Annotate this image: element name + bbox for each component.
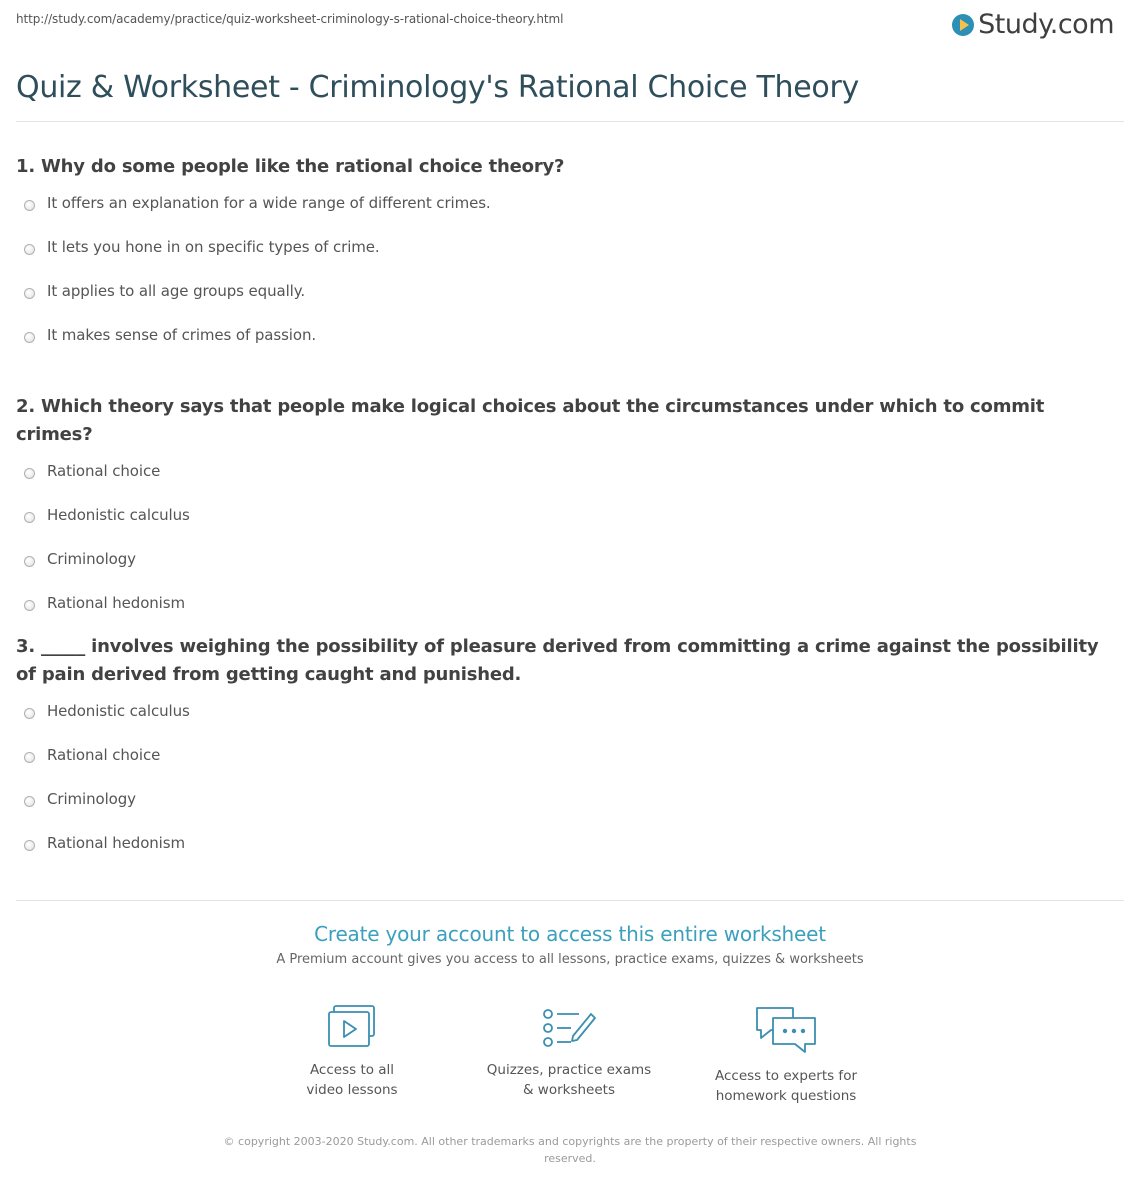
answer-option[interactable]: [16, 277, 1116, 321]
radio-button[interactable]: [24, 840, 35, 851]
feature-label: [252, 1060, 452, 1100]
question-1: [16, 153, 1116, 365]
copyright-line: © copyright 2003-2020 Study.com. All other trademarks and copyrights are the property of their respective owners. All rights: [223, 1135, 917, 1148]
radio-button[interactable]: [24, 752, 35, 763]
radio-button[interactable]: [24, 556, 35, 567]
radio-button[interactable]: [24, 512, 35, 523]
feature-label: [469, 1060, 669, 1100]
feature-quizzes: [469, 1004, 669, 1100]
copyright-notice: [210, 1133, 930, 1167]
video-lessons-icon: [326, 1004, 378, 1050]
answer-option[interactable]: [16, 189, 1116, 233]
question-text: 1. Why do some people like the rational choice theory?: [16, 156, 565, 177]
radio-button[interactable]: [24, 288, 35, 299]
radio-button[interactable]: [24, 796, 35, 807]
answer-label: Rational hedonism: [47, 594, 185, 612]
answer-options: [16, 189, 1116, 365]
answer-label: It offers an explanation for a wide range of different crimes.: [47, 194, 491, 212]
answer-option[interactable]: [16, 321, 1116, 365]
question-text: 2. Which theory says that people make logical choices about the circumstances under which to commit crimes?: [16, 396, 1045, 445]
answer-label: Hedonistic calculus: [47, 506, 190, 524]
page-url: http://study.com/academy/practice/quiz-worksheet-criminology-s-rational-choice-theory.html: [16, 12, 564, 26]
feature-video-lessons: [252, 1004, 452, 1100]
answer-option[interactable]: [16, 785, 1116, 829]
answer-label: It lets you hone in on specific types of crime.: [47, 238, 380, 256]
study-logo[interactable]: [952, 7, 1114, 41]
answer-option[interactable]: [16, 589, 1116, 633]
quiz-checklist-icon: [539, 1004, 599, 1050]
answer-option[interactable]: [16, 829, 1116, 873]
radio-button[interactable]: [24, 200, 35, 211]
title-divider: [16, 121, 1124, 122]
chat-bubbles-icon: [753, 1004, 819, 1056]
feature-label-line: Access to experts for: [714, 1068, 857, 1084]
feature-experts: [686, 1004, 886, 1106]
answer-label: It makes sense of crimes of passion.: [47, 326, 317, 344]
signup-cta: [0, 922, 1140, 967]
feature-label-line: Access to all: [309, 1062, 395, 1078]
question-text: 3. _____ involves weighing the possibility of pleasure derived from committing a crime against the possibility of pain derived from getting caught and punished.: [16, 636, 1099, 685]
radio-button[interactable]: [24, 468, 35, 479]
radio-button[interactable]: [24, 708, 35, 719]
answer-label: Rational choice: [47, 462, 161, 480]
radio-button[interactable]: [24, 332, 35, 343]
answer-option[interactable]: [16, 501, 1116, 545]
answer-option[interactable]: [16, 545, 1116, 589]
answer-label: Criminology: [47, 790, 136, 808]
copyright-line: reserved.: [544, 1152, 596, 1165]
radio-button[interactable]: [24, 600, 35, 611]
feature-label-line: & worksheets: [522, 1082, 615, 1098]
logo-text: Study.com: [978, 8, 1114, 40]
page-title: Quiz & Worksheet - Criminology's Rational Choice Theory: [16, 70, 859, 105]
answer-label: Rational choice: [47, 746, 161, 764]
answer-label: Hedonistic calculus: [47, 702, 190, 720]
section-divider: [16, 900, 1124, 901]
feature-label-line: Quizzes, practice exams: [486, 1062, 652, 1078]
cta-subtitle: A Premium account gives you access to all lessons, practice exams, quizzes & worksheets: [276, 952, 864, 967]
answer-option[interactable]: [16, 233, 1116, 277]
header-bar: [0, 0, 1140, 56]
answer-label: Rational hedonism: [47, 834, 185, 852]
answer-options: [16, 697, 1116, 873]
answer-label: It applies to all age groups equally.: [47, 282, 306, 300]
feature-label-line: homework questions: [715, 1088, 857, 1104]
radio-button[interactable]: [24, 244, 35, 255]
feature-label: [686, 1066, 886, 1106]
cta-title[interactable]: Create your account to access this entire worksheet: [314, 922, 826, 946]
play-circle-icon: [952, 14, 974, 36]
feature-label-line: video lessons: [306, 1082, 398, 1098]
answer-option[interactable]: [16, 697, 1116, 741]
answer-options: [16, 457, 1116, 633]
answer-label: Criminology: [47, 550, 136, 568]
question-3: [16, 633, 1116, 873]
answer-option[interactable]: [16, 457, 1116, 501]
answer-option[interactable]: [16, 741, 1116, 785]
question-2: [16, 393, 1116, 633]
